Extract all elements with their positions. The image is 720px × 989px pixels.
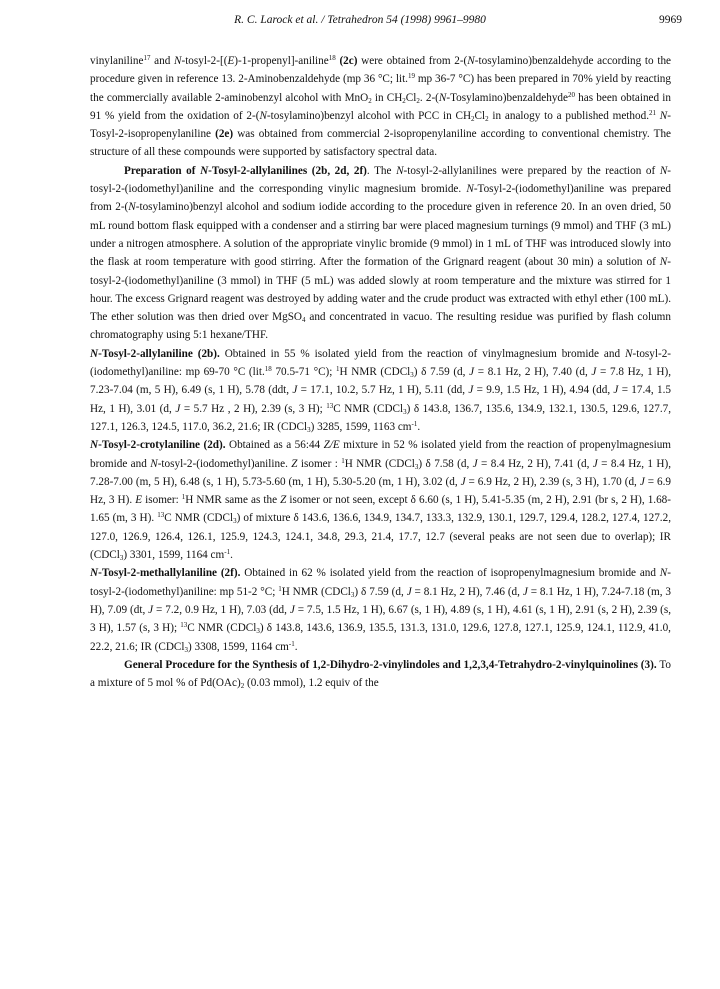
text-run: -tosylamino)benzyl alcohol and sodium iodide according to the procedure given in reference 20. In an oven dried, 50 mL round bottom flask equipped with a condenser and a stirring bar were placed magnesium turnings (9 mmol) and THF (3 mL) under a nitrogen atmosphere. A solution of the appropriate vinylic bromide (9 mmol) in 1 mL of THF was introduced slowly into the flask at room temperature with good stirring. After the formation of the Grignard reagent (about 30 min) a solution of [90, 201, 671, 269]
text-run: = 7.8 Hz, 1 H), 7.23-7.04 (m, 5 H), 6.49 (s, 1 H), 5.78 (ddt, [90, 366, 672, 397]
text-run: Z/E [323, 439, 340, 452]
text-run: 1 [181, 493, 186, 502]
text-run: J [469, 366, 475, 379]
text-run: N [200, 164, 209, 177]
text-run: J [406, 585, 412, 598]
text-run: 3 [119, 554, 124, 563]
text-run: 3 [307, 425, 311, 434]
text-run: 13 [157, 511, 165, 520]
text-run: To a mixture of 5 mol % of Pd(OAc) [90, 658, 671, 690]
running-title: R. C. Larock et al. / Tetrahedron 54 (1998) 9961–9980 [234, 14, 486, 26]
text-run: 2 [485, 114, 489, 123]
text-run: N [466, 183, 474, 196]
text-run: N [90, 439, 99, 452]
text-run: )-1-propenyl]-aniline [234, 55, 329, 67]
text-run: 3 [184, 645, 188, 654]
text-run: E [135, 494, 143, 507]
text-run: N [150, 457, 158, 470]
text-run: J [613, 384, 619, 397]
text-run: Preparation of [124, 164, 201, 177]
text-run: N [467, 55, 475, 67]
paragraph-compound-2d [90, 436, 671, 564]
text-run: C NMR (CDCl [187, 622, 257, 635]
text-run: -Tosyl-2-crotylaniline (2d). [98, 439, 226, 452]
text-run: 13 [326, 401, 334, 410]
text-run: were obtained from 2-( [357, 55, 468, 67]
text-run: 21 [649, 108, 656, 117]
text-run: 2 [368, 96, 372, 105]
text-run: J [175, 402, 181, 415]
text-run: H NMR (CDCl [281, 585, 351, 598]
text-run: 18 [264, 365, 272, 374]
text-run: = 7.5, 1.5 Hz, 1 H), 6.67 (s, 1 H), 4.89 (s, 1 H), 4.61 (s, 1 H), 2.91 (s, 2 H), 2.39 (s, 3 H), 1.57 (s, 3 H); [90, 603, 671, 635]
text-run: (0.03 mmol), 1.2 equiv of the [244, 677, 379, 690]
text-run: -tosyl-2-(iodomethyl)aniline: mp 51-2 °C; [90, 567, 671, 598]
text-run: = 7.2, 0.9 Hz, 1 H), 7.03 (dd, [153, 603, 290, 616]
text-run: J [468, 384, 474, 397]
text-run: in CH [371, 91, 403, 104]
text-run: has been obtained in 91 % yield from the oxidation of 2-( [90, 91, 671, 122]
text-run: = 6.9 Hz, 2 H), 2.39 (s, 3 H), 1.70 (d, [465, 475, 640, 488]
text-run: (2e) [215, 128, 234, 141]
text-run: isomer: [142, 494, 182, 507]
text-run: Obtained in 62 % isolated yield from the reaction of isopropenylmagnesium bromide and [240, 567, 660, 580]
text-run: Obtained in 55 % isolated yield from the reaction of vinylmagnesium bromide and [219, 347, 626, 360]
text-run: N [90, 347, 99, 360]
text-run: H NMR same as the [185, 494, 281, 507]
text-run: in analogy to a published method. [488, 109, 649, 122]
text-run: ) of mixture δ 143.6, 136.6, 134.9, 134.7, 133.3, 132.9, 130.1, 129.7, 129.4, 128.2, 127.4, 127.2, 127.0, 126.9, 126.4, 126.1, 125.9, 124.3, 124.1, 34.8, 29.3, 21.4, 17.7, 12.7 (several peaks are not seen due to overlap); IR (CDCl [90, 512, 671, 562]
text-run: 20 [568, 90, 575, 99]
text-run: (2c) [339, 55, 358, 67]
text-run: 17 [143, 54, 151, 62]
text-run: ) δ 143.8, 143.6, 136.9, 135.5, 131.3, 131.0, 129.6, 127.8, 127.1, 125.9, 124.1, 112.9, 41.0, 22.2, 21.6; IR (CDCl [90, 622, 671, 653]
text-run: -1 [224, 548, 231, 557]
text-run: isomer : [297, 457, 342, 470]
text-run: -tosyl-2-[( [181, 55, 228, 67]
text-run: ) δ 7.59 (d, [413, 366, 470, 379]
text-run: -tosylamino)benzaldehyde according to the procedure given in reference 13. 2-Aminobenzaldehyde (mp 36 °C; lit. [90, 55, 671, 86]
text-run: 2 [240, 682, 245, 691]
text-run: 2 [471, 114, 475, 123]
text-run: C NMR (CDCl [164, 512, 234, 525]
text-run: J [460, 475, 466, 488]
text-run: J [592, 457, 598, 470]
text-run: ) δ 7.59 (d, [354, 585, 407, 598]
text-run: N [396, 164, 404, 177]
text-run: 18 [328, 54, 336, 62]
text-run: mp 36-7 °C) has been prepared in 70% yield by reacting the commercially available 2-aminobenzyl alcohol with MnO [90, 73, 671, 104]
text-run: -Tosyl-2-(iodomethyl)aniline was prepared from 2-( [90, 183, 671, 214]
text-run: ) 3285, 1599, 1163 cm [310, 420, 412, 433]
text-run: J [472, 457, 478, 470]
text-run: H NMR (CDCl [339, 366, 411, 379]
text-run: . 2-( [419, 91, 439, 104]
text-run: J [591, 366, 597, 379]
text-run: -tosyl-2-allylanilines were prepared by the reaction of [403, 164, 660, 177]
text-run: C NMR (CDCl [333, 402, 404, 415]
text-run: 3 [410, 371, 414, 380]
text-run: = 6.9 Hz, 3 H). [90, 475, 672, 507]
text-run: 3 [233, 517, 237, 526]
text-run: = 8.1 Hz, 1 H), 7.24-7.18 (m, 3 H), 7.09 (dt, [90, 585, 672, 616]
text-run: N [659, 567, 668, 580]
text-run: 3 [403, 407, 407, 416]
text-run: J [522, 585, 528, 598]
text-run: . The [366, 164, 397, 177]
text-run: ) 3301, 1599, 1164 cm [123, 549, 225, 562]
text-run: = 8.1 Hz, 2 H), 7.46 (d, [411, 585, 523, 598]
text-run: = 17.1, 10.2, 5.7 Hz, 1 H), 5.11 (dd, [297, 384, 469, 397]
text-run: N [659, 109, 668, 122]
text-run: and concentrated in vacuo. The resulting residue was purified by flash column chromatography using 5:1 hexane/THF. [90, 311, 671, 342]
text-run: N [128, 201, 136, 214]
text-run: -Tosyl-2-isopropenylaniline [90, 109, 671, 141]
text-run: ) 3308, 1599, 1164 cm [187, 640, 289, 653]
text-run: 1 [341, 456, 345, 465]
text-run: ) δ 7.58 (d, [418, 457, 473, 470]
text-run: and [150, 55, 174, 67]
text-run: N [659, 164, 668, 177]
text-run: vinylaniline [90, 55, 144, 67]
text-run: -1 [411, 419, 418, 428]
text-run: 3 [350, 590, 355, 599]
text-run: 70.5-71 °C); [271, 366, 337, 379]
text-run: Cl [474, 109, 486, 122]
text-run: Z [291, 457, 298, 470]
text-run: was obtained from commercial 2-isopropenylaniline according to conventional chemistry. The structure of all these compounds were supported by satisfactory spectral data. [90, 128, 672, 159]
text-run: J [639, 475, 645, 488]
text-run: isomer or not seen, except δ 6.60 (s, 1 H), 5.41-5.35 (m, 2 H), 2.91 (br s, 2 H), 1.68-1.65 (m, 3 H). [90, 494, 672, 525]
text-run: -Tosyl-2-allylaniline (2b). [98, 347, 220, 360]
text-run: N [438, 91, 447, 104]
text-run: 1 [336, 365, 340, 374]
text-run: General Procedure for the Synthesis of 1,2-Dihydro-2-vinylindoles and 1,2,3,4-Tetrahydro-2-vinylquinolines (3). [124, 658, 657, 671]
text-run: 13 [180, 621, 188, 630]
text-run: = 17.4, 1.5 Hz, 1 H), 3.01 (d, [90, 384, 671, 415]
text-run: . [417, 420, 421, 433]
text-run: mixture in 52 % isolated yield from the reaction of propenylmagnesium bromide and [90, 439, 672, 470]
text-run: N [90, 567, 99, 580]
text-run: J [148, 603, 154, 616]
text-run: 2 [416, 96, 420, 105]
text-run: = 9.9, 1.5 Hz, 1 H), 4.94 (dd, [473, 384, 614, 397]
text-run: . [230, 549, 233, 562]
text-run: -Tosylamino)benzaldehyde [446, 91, 568, 104]
page-number: 9969 [659, 14, 682, 26]
text-run: N [625, 347, 633, 360]
text-run: -Tosyl-2-allylanilines (2b, 2d, 2f) [208, 164, 367, 177]
paragraph-compound-2b [90, 345, 671, 436]
text-run: = 8.4 Hz, 1 H), 7.28-7.00 (m, 5 H), 6.48 (s, 1 H), 5.73-5.60 (m, 1 H), 5.30-5.20 (m, 1 H), 3.02 (d, [90, 457, 672, 488]
text-run: = 5.7 Hz , 2 H), 2.39 (s, 3 H); [180, 402, 327, 415]
text-run: 2 [402, 96, 406, 105]
text-run: -tosyl-2-(iodomethyl)aniline (3 mmol) in THF (5 mL) was added slowly at room temperature and the mixture was stirred for 1 hour. The excess Grignard reagent was destroyed by adding water and the crude product was extracted with ethyl ether (100 mL). The ether solution was then dried over MgSO [90, 256, 671, 324]
text-run: -tosyl-2-(iodomethyl)aniline: mp 69-70 °C (lit. [90, 347, 672, 379]
text-run: = 8.1 Hz, 2 H), 7.40 (d, [474, 366, 592, 379]
text-run: -tosyl-2-(iodomethyl)aniline and the corresponding vinylic magnesium bromide. [90, 164, 672, 196]
text-run: H NMR (CDCl [344, 457, 415, 470]
text-run: Obtained as a 56:44 [225, 439, 324, 452]
text-run: 3 [414, 462, 419, 471]
text-run: ) δ 143.8, 136.7, 135.6, 134.9, 132.1, 130.5, 129.6, 127.7, 127.1, 126.3, 124.5, 117.0, 36.2, 21.6; IR (CDCl [90, 402, 672, 433]
text-run: 4 [302, 316, 306, 325]
text-run: -Tosyl-2-methallylaniline (2f). [98, 567, 241, 580]
running-head [0, 11, 720, 29]
text-run: N [174, 55, 182, 67]
text-run: -tosylamino)benzyl alcohol with PCC in CH [266, 109, 472, 122]
text-run: = 8.4 Hz, 2 H), 7.41 (d, [477, 457, 593, 470]
text-run: 19 [407, 72, 415, 81]
text-run: N [659, 256, 668, 269]
text-run: -tosyl-2-(iodomethyl)aniline. [157, 457, 292, 470]
text-run: 3 [256, 627, 260, 636]
paragraph-preparation-allylanilines [90, 162, 671, 345]
paragraph-precursor-syntheses [90, 52, 671, 162]
text-run: N [259, 109, 267, 122]
text-run: . [294, 640, 298, 653]
text-run: J [292, 384, 298, 397]
text-run: J [289, 603, 295, 616]
text-run: E [227, 55, 235, 67]
paragraph-general-procedure [90, 656, 671, 693]
article-body [90, 52, 671, 692]
text-run: Cl [405, 91, 417, 104]
text-run: -1 [288, 639, 295, 648]
paragraph-compound-2f [90, 564, 671, 655]
text-run: 1 [278, 584, 282, 593]
text-run: Z [280, 494, 287, 507]
